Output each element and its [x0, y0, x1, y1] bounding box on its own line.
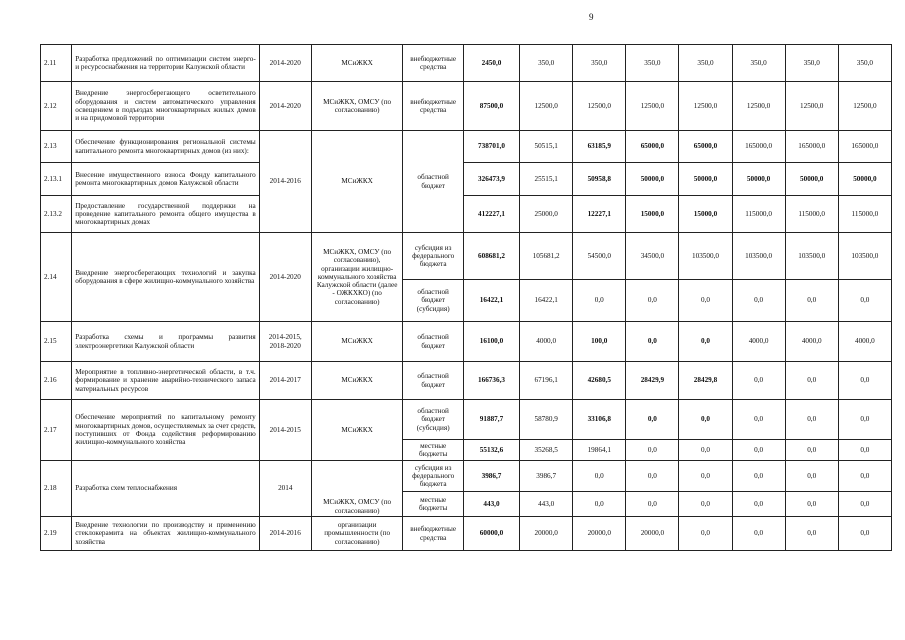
value-total: 326473,9: [463, 163, 519, 196]
value-cell: 0,0: [838, 280, 891, 322]
measure-name: Внесение имущественного взноса Фонду капитального ремонта многоквартирных домов Калужской области: [72, 163, 259, 196]
value-cell: 65000,0: [626, 131, 679, 163]
funding-source: областной бюджет: [403, 131, 463, 233]
value-cell: 0,0: [785, 492, 838, 517]
value-cell: 50000,0: [732, 163, 785, 196]
value-total: 738701,0: [463, 131, 519, 163]
value-cell: 0,0: [838, 400, 891, 440]
row-number: 2.18: [41, 461, 72, 517]
value-cell: 350,0: [573, 45, 626, 82]
value-cell: 12500,0: [785, 82, 838, 131]
value-cell: 0,0: [785, 440, 838, 461]
measure-name: Внедрение энергосберегающего осветительного оборудования и систем автоматического управления освещением в подъездах многоквартирных жилых домов и на придомовой территории: [72, 82, 259, 131]
value-cell: 165000,0: [732, 131, 785, 163]
table-row: [41, 362, 892, 400]
value-cell: 0,0: [626, 492, 679, 517]
value-cell: 12500,0: [520, 82, 573, 131]
value-cell: 65000,0: [679, 131, 732, 163]
period: 2014-2020: [259, 45, 311, 82]
funding-source: внебюджетные средства: [403, 82, 463, 131]
value-cell: 4000,0: [785, 322, 838, 362]
executor: МСиЖКХ, ОМСУ (по согласованию), организации жилищно-коммунального хозяйства Калужской области (далее - ОЖКХКО) (по согласованию): [311, 233, 403, 322]
value-cell: 28429,9: [626, 362, 679, 400]
value-cell: 103500,0: [785, 233, 838, 280]
value-cell: 50515,1: [520, 131, 573, 163]
table-row: [41, 233, 892, 280]
row-number: 2.19: [41, 517, 72, 551]
table-row: [41, 196, 892, 233]
value-cell: 0,0: [732, 517, 785, 551]
value-cell: 0,0: [732, 280, 785, 322]
measures-table: [40, 44, 892, 551]
measure-name: Обеспечение функционирования региональной системы капитального ремонта многоквартирных домов (из них):: [72, 131, 259, 163]
value-total: 16422,1: [463, 280, 519, 322]
table-row: [41, 82, 892, 131]
value-cell: 0,0: [838, 492, 891, 517]
value-cell: 0,0: [626, 280, 679, 322]
value-cell: 4000,0: [732, 322, 785, 362]
value-cell: 33106,8: [573, 400, 626, 440]
value-cell: 28429,8: [679, 362, 732, 400]
value-cell: 12227,1: [573, 196, 626, 233]
value-total: 166736,3: [463, 362, 519, 400]
value-cell: 105681,2: [520, 233, 573, 280]
value-cell: 25515,1: [520, 163, 573, 196]
period: 2014-2016: [259, 517, 311, 551]
value-cell: 12500,0: [679, 82, 732, 131]
value-total: 91887,7: [463, 400, 519, 440]
value-cell: 0,0: [679, 461, 732, 492]
executor: МСиЖКХ: [311, 362, 403, 400]
table-row: [41, 322, 892, 362]
value-cell: 58780,9: [520, 400, 573, 440]
value-total: 3986,7: [463, 461, 519, 492]
page-number: 9: [589, 12, 594, 22]
value-cell: 50000,0: [838, 163, 891, 196]
value-cell: 0,0: [785, 517, 838, 551]
value-cell: 0,0: [679, 322, 732, 362]
measure-name: Мероприятие в топливно-энергетической области, в т.ч. формирование и хранение аварийно-технического запаса материальных ресурсов: [72, 362, 259, 400]
table-row: [41, 461, 892, 492]
value-cell: 115000,0: [732, 196, 785, 233]
value-cell: 3986,7: [520, 461, 573, 492]
value-total: 16100,0: [463, 322, 519, 362]
value-cell: 0,0: [679, 280, 732, 322]
value-cell: 0,0: [679, 517, 732, 551]
value-cell: 50000,0: [679, 163, 732, 196]
measure-name: Внедрение технологии по производству и применению стеклокерамита на объектах жилищно-коммунального хозяйства: [72, 517, 259, 551]
value-cell: 0,0: [679, 492, 732, 517]
value-cell: 0,0: [573, 461, 626, 492]
value-cell: 0,0: [838, 461, 891, 492]
value-cell: 0,0: [785, 400, 838, 440]
value-cell: 35268,5: [520, 440, 573, 461]
value-cell: 42680,5: [573, 362, 626, 400]
row-number: 2.13.2: [41, 196, 72, 233]
value-cell: 0,0: [732, 362, 785, 400]
value-total: 2450,0: [463, 45, 519, 82]
value-total: 55132,6: [463, 440, 519, 461]
value-cell: 0,0: [573, 492, 626, 517]
table-row: [41, 400, 892, 440]
measure-name: Внедрение энергосберегающих технологий и закупка оборудования в сфере жилищно-коммунального хозяйства: [72, 233, 259, 322]
value-cell: 12500,0: [626, 82, 679, 131]
period: 2014-2017: [259, 362, 311, 400]
table-row: [41, 163, 892, 196]
funding-source: областной бюджет (субсидия): [403, 280, 463, 322]
value-cell: 0,0: [626, 400, 679, 440]
value-cell: 12500,0: [838, 82, 891, 131]
value-cell: 19864,1: [573, 440, 626, 461]
value-cell: 20000,0: [520, 517, 573, 551]
value-cell: 54500,0: [573, 233, 626, 280]
value-cell: 0,0: [838, 440, 891, 461]
value-cell: 100,0: [573, 322, 626, 362]
row-number: 2.16: [41, 362, 72, 400]
value-cell: 34500,0: [626, 233, 679, 280]
row-number: 2.13: [41, 131, 72, 163]
row-number: 2.13.1: [41, 163, 72, 196]
value-cell: 350,0: [732, 45, 785, 82]
row-number: 2.11: [41, 45, 72, 82]
period: 2014-2020: [259, 82, 311, 131]
funding-source: областной бюджет: [403, 362, 463, 400]
table-row: [41, 517, 892, 551]
value-cell: 25000,0: [520, 196, 573, 233]
value-cell: 15000,0: [679, 196, 732, 233]
value-cell: 0,0: [838, 362, 891, 400]
period: 2014-2015, 2018-2020: [259, 322, 311, 362]
value-cell: 0,0: [573, 280, 626, 322]
value-cell: 12500,0: [732, 82, 785, 131]
row-number: 2.14: [41, 233, 72, 322]
period: 2014-2020: [259, 233, 311, 322]
value-cell: 0,0: [732, 461, 785, 492]
measure-name: Разработка предложений по оптимизации систем энерго- и ресурсоснабжения на территории Калужской области: [72, 45, 259, 82]
value-total: 60000,0: [463, 517, 519, 551]
value-total: 608681,2: [463, 233, 519, 280]
value-cell: 4000,0: [838, 322, 891, 362]
measure-name: Разработка схемы и программы развития электроэнергетики Калужской области: [72, 322, 259, 362]
value-cell: 20000,0: [573, 517, 626, 551]
measure-name: Разработка схем теплоснабжения: [72, 461, 259, 517]
table-row: [41, 45, 892, 82]
value-cell: 350,0: [838, 45, 891, 82]
value-cell: 12500,0: [573, 82, 626, 131]
funding-source: местные бюджеты: [403, 440, 463, 461]
funding-source: внебюджетные средства: [403, 517, 463, 551]
row-number: 2.15: [41, 322, 72, 362]
table-row: [41, 131, 892, 163]
value-cell: 0,0: [732, 440, 785, 461]
value-cell: 0,0: [679, 400, 732, 440]
funding-source: субсидия из федерального бюджета: [403, 233, 463, 280]
row-number: 2.12: [41, 82, 72, 131]
value-cell: 0,0: [626, 322, 679, 362]
value-cell: 50958,8: [573, 163, 626, 196]
funding-source: областной бюджет (субсидия): [403, 400, 463, 440]
executor: организации промышленности (по согласованию): [311, 517, 403, 551]
executor: МСиЖКХ: [311, 400, 403, 461]
value-cell: 115000,0: [785, 196, 838, 233]
value-cell: 350,0: [626, 45, 679, 82]
measure-name: Предоставление государственной поддержки на проведение капитального ремонта общего имущества в многоквартирных домах: [72, 196, 259, 233]
executor: МСиЖКХ, ОМСУ (по согласованию): [311, 461, 403, 517]
value-cell: 103500,0: [679, 233, 732, 280]
executor: МСиЖКХ, ОМСУ (по согласованию): [311, 82, 403, 131]
value-cell: 0,0: [785, 280, 838, 322]
value-cell: 0,0: [626, 440, 679, 461]
value-cell: 350,0: [520, 45, 573, 82]
value-cell: 350,0: [679, 45, 732, 82]
measure-name: Обеспечение мероприятий по капитальному ремонту многоквартирных домов, осуществляемых за счет средств, поступивших от Фонда содействия реформированию жилищно-коммунального хозяйства: [72, 400, 259, 461]
period: 2014: [259, 461, 311, 517]
value-total: 443,0: [463, 492, 519, 517]
funding-source: областной бюджет: [403, 322, 463, 362]
funding-source: субсидия из федерального бюджета: [403, 461, 463, 492]
row-number: 2.17: [41, 400, 72, 461]
value-total: 87500,0: [463, 82, 519, 131]
value-cell: 63185,9: [573, 131, 626, 163]
value-cell: 0,0: [785, 461, 838, 492]
executor: МСиЖКХ: [311, 45, 403, 82]
executor: МСиЖКХ: [311, 131, 403, 233]
period: 2014-2016: [259, 131, 311, 233]
executor: МСиЖКХ: [311, 322, 403, 362]
value-cell: 115000,0: [838, 196, 891, 233]
value-cell: 165000,0: [785, 131, 838, 163]
value-cell: 16422,1: [520, 280, 573, 322]
value-cell: 103500,0: [838, 233, 891, 280]
value-cell: 50000,0: [785, 163, 838, 196]
funding-source: внебюджетные средства: [403, 45, 463, 82]
value-cell: 165000,0: [838, 131, 891, 163]
period: 2014-2015: [259, 400, 311, 461]
funding-source: местные бюджеты: [403, 492, 463, 517]
value-cell: 4000,0: [520, 322, 573, 362]
value-cell: 20000,0: [626, 517, 679, 551]
value-cell: 103500,0: [732, 233, 785, 280]
value-cell: 0,0: [679, 440, 732, 461]
value-cell: 0,0: [732, 492, 785, 517]
value-total: 412227,1: [463, 196, 519, 233]
value-cell: 0,0: [785, 362, 838, 400]
value-cell: 15000,0: [626, 196, 679, 233]
value-cell: 50000,0: [626, 163, 679, 196]
value-cell: 443,0: [520, 492, 573, 517]
value-cell: 0,0: [626, 461, 679, 492]
value-cell: 350,0: [785, 45, 838, 82]
value-cell: 0,0: [838, 517, 891, 551]
value-cell: 0,0: [732, 400, 785, 440]
value-cell: 67196,1: [520, 362, 573, 400]
